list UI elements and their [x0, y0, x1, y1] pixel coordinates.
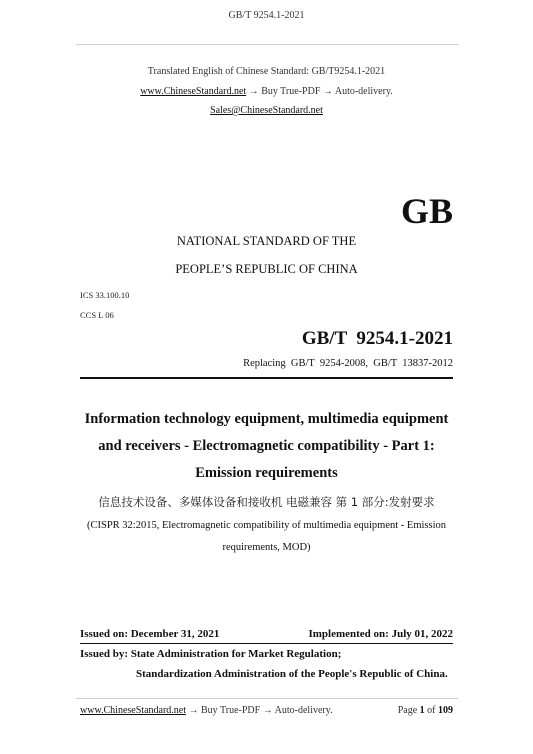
standard-number: GB/T 9254.1-2021	[301, 328, 453, 349]
ics-code: ICS 33.100.10	[80, 290, 130, 300]
title-divider	[80, 377, 453, 379]
ccs-code: CCS L 06	[80, 310, 114, 320]
issued-date: Issued on: December 31, 2021	[80, 628, 220, 640]
title-line-3: Emission requirements	[195, 465, 338, 481]
footer-buy-text: Buy True-PDF	[201, 705, 261, 716]
buy-pdf-text: Buy True-PDF	[261, 86, 321, 97]
site-link[interactable]: www.ChineseStandard.net	[140, 86, 247, 97]
page-label: Page	[397, 705, 418, 716]
running-header: GB/T 9254.1-2021	[228, 10, 305, 21]
replacing-note: Replacing GB/T 9254-2008, GB/T 13837-2012	[243, 358, 453, 369]
national-standard-line1: NATIONAL STANDARD OF THE	[176, 234, 357, 248]
header-divider	[76, 44, 458, 45]
dates-divider	[80, 643, 453, 644]
of-label: of	[427, 705, 436, 716]
cispr-reference-line1: (CISPR 32:2015, Electromagnetic compatibility of multimedia equipment - Emission	[87, 520, 446, 531]
footer-purchase-line	[80, 705, 333, 716]
arrow-icon: →	[188, 705, 199, 716]
purchase-line	[0, 86, 533, 97]
total-pages: 109	[438, 705, 453, 716]
footer-auto-text: Auto-delivery.	[274, 705, 333, 716]
gb-logo: GB	[400, 191, 453, 231]
email-line	[0, 105, 533, 116]
arrow-icon: →	[322, 86, 333, 97]
page-indicator	[398, 705, 453, 716]
issued-by-line2: Standardization Administration of the People's Republic of China.	[136, 668, 448, 680]
national-standard-line2: PEOPLE’S REPUBLIC OF CHINA	[175, 262, 358, 276]
page-number: 1	[419, 705, 425, 716]
title-line-1: Information technology equipment, multimedia equipment	[84, 411, 449, 427]
translation-notice: Translated English of Chinese Standard: GB/T9254.1-2021	[147, 66, 386, 77]
auto-delivery-text: Auto-delivery.	[334, 86, 393, 97]
implemented-date: Implemented on: July 01, 2022	[308, 628, 453, 640]
footer-site-link[interactable]: www.ChineseStandard.net	[80, 705, 186, 716]
chinese-title: 信息技术设备、多媒体设备和接收机 电磁兼容 第 1 部分:发射要求	[98, 495, 435, 509]
arrow-icon: →	[248, 86, 259, 97]
email-link[interactable]: Sales@ChineseStandard.net	[210, 105, 323, 116]
cispr-reference-line2: requirements, MOD)	[222, 542, 311, 553]
arrow-icon: →	[262, 705, 273, 716]
issued-by-line1: Issued by: State Administration for Market Regulation;	[80, 648, 342, 660]
title-line-2: and receivers - Electromagnetic compatibility - Part 1:	[98, 438, 435, 454]
footer-divider	[76, 698, 458, 699]
